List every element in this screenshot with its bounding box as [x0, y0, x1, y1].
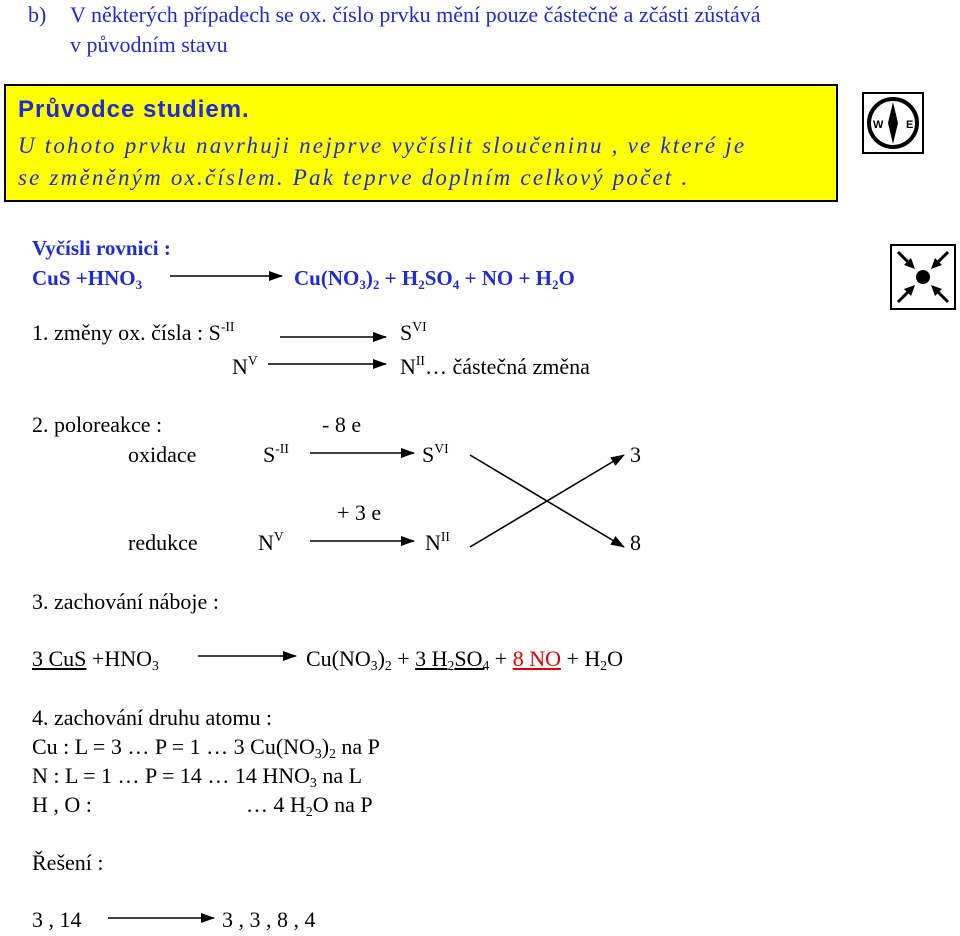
oxidation-label: oxidace	[128, 442, 197, 467]
reduction-electrons: + 3 e	[337, 500, 382, 525]
task-products: $Cu(NO_3)_2 + H_2SO_4$ + NO + $H_2O$	[294, 266, 575, 292]
solution-right: 3 , 3 , 8 , 4	[222, 907, 316, 932]
step4-label: 4. zachování druhu atomu :	[32, 705, 273, 730]
study-guide-line-2: se změněným ox.číslem. Pak teprve doplním celkový počet .	[18, 165, 690, 190]
step3-label: 3. zachování náboje :	[32, 589, 219, 614]
study-guide-title: Průvodce studiem.	[18, 96, 250, 123]
step4-hydrogen-oxygen-label: H , O :	[32, 792, 92, 817]
reduction-left: $N^V$	[258, 529, 284, 555]
solution-left: 3 , 14	[32, 907, 82, 932]
step1-nitrogen-right: $N^{II}\dots$ částečná změna	[400, 353, 590, 379]
step3-reactants: 3 CuS $+HNO_3$	[32, 646, 159, 674]
oxidation-coefficient: 3	[630, 442, 641, 467]
step1-sulfur-right: $S^{VI}$	[400, 319, 427, 345]
intro-line-1: V některých případech se ox. číslo prvku mění pouze částečně a zčásti zůstává	[70, 2, 761, 27]
task-reactants: CuS $+HNO_3$	[32, 266, 143, 292]
task-label: Vyčísli rovnici :	[32, 236, 171, 260]
oxidation-left: $S^{-II}$	[263, 441, 289, 467]
intro-marker: b)	[28, 2, 47, 27]
study-guide-line-1: U tohoto prvku navrhuji nejprve vyčíslit sloučeninu , ve které je	[18, 133, 747, 158]
step4-hydrogen-oxygen-line: … 4 $H_2O$ na P	[246, 792, 373, 820]
svg-text:W: W	[873, 119, 884, 131]
intro-line-2: v původním stavu	[70, 32, 228, 57]
oxidation-electrons: - 8 e	[322, 412, 362, 437]
step4-nitrogen-line: N : L = 1 … P = 14 … 14 $HNO_3$ na L	[32, 763, 363, 791]
solution-label: Řešení :	[32, 850, 104, 875]
svg-text:E: E	[906, 119, 914, 131]
reduction-label: redukce	[128, 530, 198, 555]
oxidation-right: $S^{VI}$	[422, 441, 449, 467]
step2-label: 2. poloreakce :	[32, 412, 163, 437]
step1-nitrogen-left: $N^V$	[232, 353, 258, 379]
step4-copper-line: Cu : L = 3 … P = 1 … 3 $Cu(NO_3)_2$ na P	[32, 734, 380, 762]
step3-products: $Cu(NO_3)_2 + 3$ $H_2SO_4 + 8$ NO + $H_2O$	[306, 646, 623, 674]
step1-label: 1. změny ox. čísla : $S^{-II}$	[32, 319, 235, 345]
reduction-right: $N^{II}$	[425, 529, 450, 555]
reduction-coefficient: 8	[630, 530, 641, 555]
